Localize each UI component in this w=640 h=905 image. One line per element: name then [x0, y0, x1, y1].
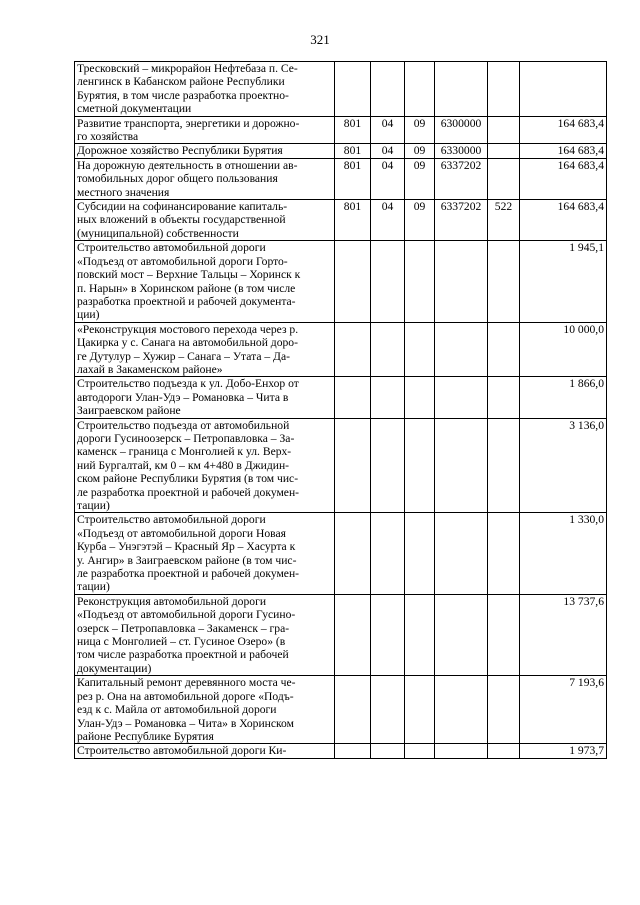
ministry-code-cell — [335, 418, 371, 513]
expense-type-cell — [488, 744, 520, 758]
table-row — [75, 200, 607, 241]
expense-type-cell — [488, 116, 520, 144]
item-name-cell: Строительство подъезда от автомобильной дороги Гусиноозерск – Петропавловка – За- каменск – граница с Монголией к ул. Верх- ний Бургалтай, км 0 – км 4+480 в Джидин- ском районе Республики Бурятия (в том чис- ле разработка проектной и рабочей докумен- тации) — [75, 418, 335, 513]
table-row — [75, 241, 607, 322]
section-code-cell — [371, 744, 405, 758]
expense-type-cell — [488, 594, 520, 675]
item-name-cell: Строительство автомобильной дороги «Подъезд от автомобильной дороги Новая Курба – Унэгэтэй – Красный Яр – Хасурта к у. Ангир» в Заиграевском районе (в том чис- ле разработка проектной и рабочей докумен- тации) — [75, 513, 335, 594]
item-name-cell: На дорожную деятельность в отношении ав- томобильных дорог общего пользования местного значения — [75, 158, 335, 199]
expense-type-cell — [488, 418, 520, 513]
section-code-cell — [371, 676, 405, 744]
target-article-cell: 6337202 — [435, 200, 488, 241]
target-article-cell — [435, 418, 488, 513]
ministry-code-cell: 801 — [335, 144, 371, 158]
section-code-cell — [371, 377, 405, 418]
subsection-code-cell — [405, 744, 435, 758]
item-name-cell: Строительство автомобильной дороги Ки- — [75, 744, 335, 758]
table-row — [75, 144, 607, 158]
section-code-cell: 04 — [371, 158, 405, 199]
subsection-code-cell: 09 — [405, 158, 435, 199]
target-article-cell — [435, 744, 488, 758]
item-name-cell: Капитальный ремонт деревянного моста че- рез р. Она на автомобильной дороге «Подъ- езд к с. Майла от автомобильной дороги Улан-Удэ – Романовка – Чита» в Хоринском районе Республике Бурятия — [75, 676, 335, 744]
target-article-cell — [435, 322, 488, 377]
subsection-code-cell — [405, 594, 435, 675]
table-row — [75, 116, 607, 144]
subsection-code-cell: 09 — [405, 144, 435, 158]
target-article-cell: 6300000 — [435, 116, 488, 144]
budget-table-body — [75, 62, 607, 759]
ministry-code-cell — [335, 241, 371, 322]
table-row — [75, 418, 607, 513]
table-row — [75, 676, 607, 744]
subsection-code-cell — [405, 322, 435, 377]
budget-table — [74, 61, 607, 759]
subsection-code-cell — [405, 676, 435, 744]
target-article-cell — [435, 377, 488, 418]
subsection-code-cell — [405, 418, 435, 513]
section-code-cell — [371, 418, 405, 513]
subsection-code-cell — [405, 62, 435, 117]
target-article-cell — [435, 676, 488, 744]
target-article-cell — [435, 241, 488, 322]
amount-cell: 10 000,0 — [520, 322, 607, 377]
target-article-cell — [435, 513, 488, 594]
section-code-cell: 04 — [371, 116, 405, 144]
section-code-cell — [371, 62, 405, 117]
amount-cell: 164 683,4 — [520, 158, 607, 199]
expense-type-cell — [488, 62, 520, 117]
section-code-cell: 04 — [371, 200, 405, 241]
amount-cell: 164 683,4 — [520, 116, 607, 144]
expense-type-cell: 522 — [488, 200, 520, 241]
item-name-cell: Дорожное хозяйство Республики Бурятия — [75, 144, 335, 158]
subsection-code-cell — [405, 377, 435, 418]
expense-type-cell — [488, 377, 520, 418]
target-article-cell: 6330000 — [435, 144, 488, 158]
subsection-code-cell: 09 — [405, 200, 435, 241]
table-row — [75, 594, 607, 675]
amount-cell: 13 737,6 — [520, 594, 607, 675]
amount-cell: 1 866,0 — [520, 377, 607, 418]
section-code-cell — [371, 241, 405, 322]
amount-cell: 1 973,7 — [520, 744, 607, 758]
ministry-code-cell: 801 — [335, 116, 371, 144]
section-code-cell — [371, 594, 405, 675]
ministry-code-cell — [335, 377, 371, 418]
amount-cell: 1 945,1 — [520, 241, 607, 322]
ministry-code-cell — [335, 322, 371, 377]
ministry-code-cell: 801 — [335, 158, 371, 199]
ministry-code-cell — [335, 62, 371, 117]
ministry-code-cell: 801 — [335, 200, 371, 241]
amount-cell: 164 683,4 — [520, 144, 607, 158]
section-code-cell — [371, 322, 405, 377]
item-name-cell: Развитие транспорта, энергетики и дорожно- го хозяйства — [75, 116, 335, 144]
table-row — [75, 62, 607, 117]
ministry-code-cell — [335, 744, 371, 758]
page-number: 321 — [310, 32, 330, 47]
subsection-code-cell — [405, 241, 435, 322]
target-article-cell: 6337202 — [435, 158, 488, 199]
item-name-cell: Субсидии на софинансирование капиталь- ных вложений в объекты государственной (муниципальной) собственности — [75, 200, 335, 241]
subsection-code-cell — [405, 513, 435, 594]
subsection-code-cell: 09 — [405, 116, 435, 144]
ministry-code-cell — [335, 676, 371, 744]
table-row — [75, 513, 607, 594]
expense-type-cell — [488, 513, 520, 594]
table-row — [75, 158, 607, 199]
expense-type-cell — [488, 158, 520, 199]
table-row — [75, 744, 607, 758]
ministry-code-cell — [335, 594, 371, 675]
section-code-cell — [371, 513, 405, 594]
item-name-cell: «Реконструкция мостового перехода через р. Цакирка у с. Санага на автомобильной доро- ге Дутулур – Хужир – Санага – Утата – Да- лахай в Закаменском районе» — [75, 322, 335, 377]
amount-cell: 7 193,6 — [520, 676, 607, 744]
item-name-cell: Строительство автомобильной дороги «Подъезд от автомобильной дороги Горто- повский мост – Верхние Тальцы – Хоринск к п. Нарын» в Хоринском районе (в том числе разработка проектной и рабочей документа- ции) — [75, 241, 335, 322]
item-name-cell: Строительство подъезда к ул. Добо-Енхор от автодороги Улан-Удэ – Романовка – Чита в Заиграевском районе — [75, 377, 335, 418]
target-article-cell — [435, 594, 488, 675]
amount-cell: 164 683,4 — [520, 200, 607, 241]
item-name-cell: Реконструкция автомобильной дороги «Подъезд от автомобильной дороги Гусино- озерск – Петропавловка – Закаменск – гра- ница с Монголией – ст. Гусиное Озеро» (в том числе разработка проектной и рабочей документации) — [75, 594, 335, 675]
amount-cell — [520, 62, 607, 117]
target-article-cell — [435, 62, 488, 117]
ministry-code-cell — [335, 513, 371, 594]
item-name-cell: Тресковский – микрорайон Нефтебаза п. Се- ленгинск в Кабанском районе Республики Бурятия, в том числе разработка проектно- сметной документации — [75, 62, 335, 117]
expense-type-cell — [488, 676, 520, 744]
section-code-cell: 04 — [371, 144, 405, 158]
table-row — [75, 322, 607, 377]
amount-cell: 1 330,0 — [520, 513, 607, 594]
expense-type-cell — [488, 322, 520, 377]
expense-type-cell — [488, 241, 520, 322]
table-row — [75, 377, 607, 418]
expense-type-cell — [488, 144, 520, 158]
amount-cell: 3 136,0 — [520, 418, 607, 513]
